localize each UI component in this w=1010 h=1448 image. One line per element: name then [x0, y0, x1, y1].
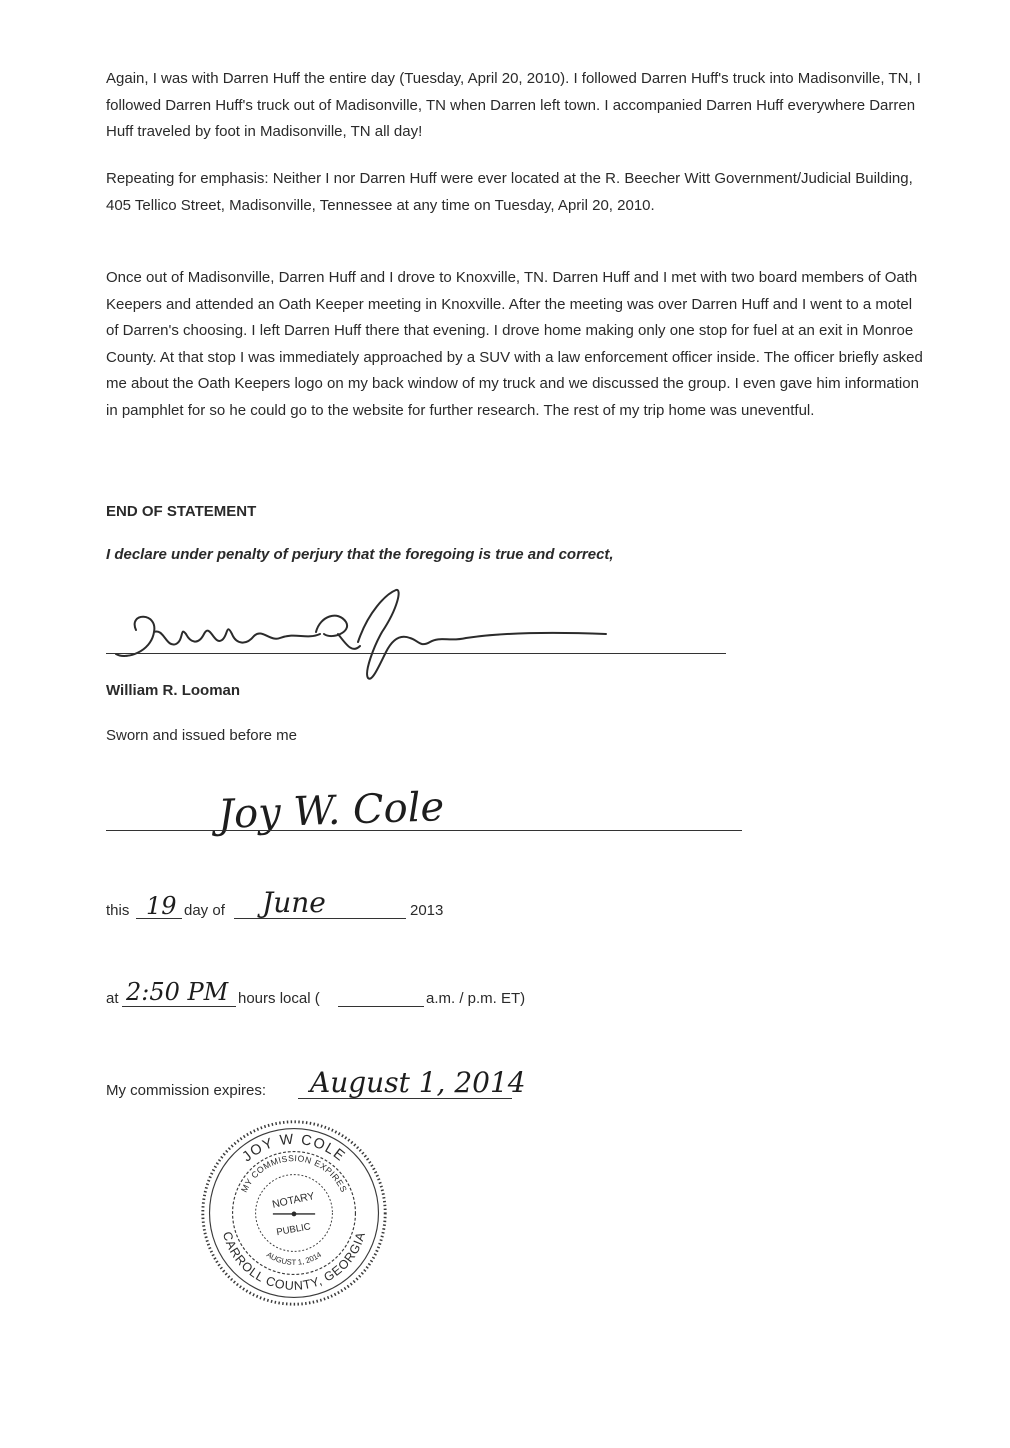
notary-signature: Joy W. Cole — [217, 784, 445, 838]
time-line — [106, 978, 566, 1012]
notary-seal — [198, 1117, 390, 1309]
date-line — [106, 886, 466, 924]
date-prefix: this — [106, 902, 130, 919]
commission-line — [106, 1066, 526, 1106]
commission-label: My commission expires: — [106, 1082, 267, 1099]
date-year: 2013 — [410, 902, 444, 919]
end-of-statement-heading: END OF STATEMENT — [106, 503, 257, 520]
month-value: June — [262, 886, 326, 919]
time-middle: hours local ( — [238, 990, 320, 1007]
day-value: 19 — [146, 892, 177, 920]
time-suffix: a.m. / p.m. ET) — [426, 990, 526, 1007]
sworn-statement: Sworn and issued before me — [106, 727, 297, 744]
seal-center-top-text: NOTARY — [271, 1190, 316, 1211]
notary-signature-line — [106, 830, 742, 831]
seal-center-bottom-text: PUBLIC — [275, 1221, 312, 1239]
seal-inner-ring-text: MY COMMISSION EXPIRES — [238, 1153, 350, 1194]
statement-paragraph-1: Again, I was with Darren Huff the entire day (Tuesday, April 20, 2010). I followed Darren Huff's truck into Madisonville, TN, I followed Darren Huff's truck out of Madisonville, TN when Darren left town. I accompanied Darren Huff everywhere Darren Huff traveled by foot in Madisonville, TN all day! — [106, 70, 921, 140]
statement-paragraph-3: Once out of Madisonville, Darren Huff and I drove to Knoxville, TN. Darren Huff and I met with two board members of Oath Keepers and attended an Oath Keeper meeting in Knoxville. After the meeting was over Darren Huff and I went to a motel of Darren's choosing. I left Darren Huff there that evening. I drove home making only one stop for fuel at an exit in Monroe County. At that stop I was immediately approached by a SUV with a law enforcement officer inside. The officer briefly asked me about the Oath Keepers logo on my back window of my truck and we discussed the group. I even gave him information in pamphlet for so he could go to the website for further research. The rest of my trip home was uneventful. — [106, 269, 923, 419]
svg-text:AUGUST 1, 2014 — [265, 1250, 324, 1267]
statement-paragraph-2: Repeating for emphasis: Neither I nor Darren Huff were ever located at the R. Beecher Witt Government/Judicial Building, 405 Tellico Street, Madisonville, Tennessee at any time on Tuesday, April 20, 2010. — [106, 170, 913, 214]
commission-value: August 1, 2014 — [310, 1066, 526, 1099]
seal-inner-bottom-text: AUGUST 1, 2014 — [264, 1249, 324, 1267]
etime-blank — [338, 988, 424, 1007]
signer-name: William R. Looman — [106, 682, 241, 699]
signer-signature — [106, 582, 726, 692]
seal-outer-bottom-text: CARROLL COUNTY, GEORGIA — [219, 1230, 369, 1293]
time-value: 2:50 PM — [126, 978, 229, 1006]
signer-signature-line — [106, 653, 726, 654]
perjury-declaration: I declare under penalty of perjury that the foregoing is true and correct, — [106, 546, 614, 563]
date-middle: day of — [184, 902, 225, 919]
seal-outer-top-text: JOY W COLE — [239, 1131, 349, 1166]
time-prefix: at — [106, 990, 119, 1007]
